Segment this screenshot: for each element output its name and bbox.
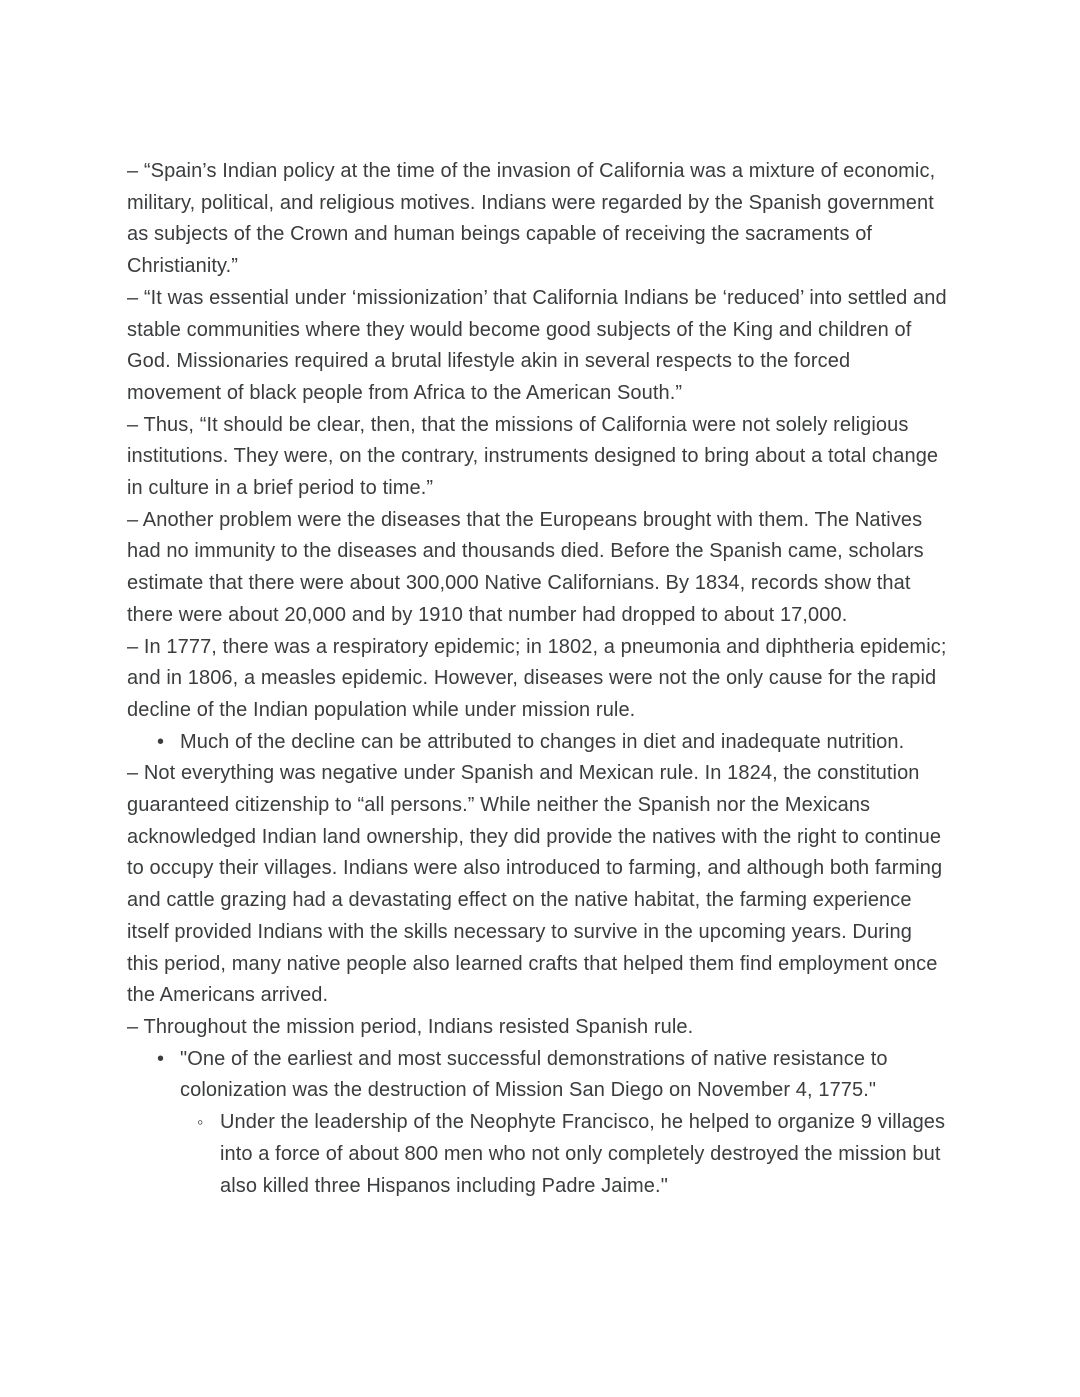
bullet-text: "One of the earliest and most successful demonstrations of native resistance to colonization was the destruction of Mission San Diego on November 4, 1775." xyxy=(180,1047,888,1102)
paragraph-spain-indian-policy: – “Spain’s Indian policy at the time of the invasion of California was a mixture of economic, military, political, and religious motives. Indians were regarded by the Spanish government as subjects of the Crown and human beings capable of receiving the sacraments of Christianity.” xyxy=(127,160,936,278)
paragraph-not-everything-negative: – Not everything was negative under Spanish and Mexican rule. In 1824, the constitution guaranteed citizenship to “all persons.” While neither the Spanish nor the Mexicans acknowledged Indian land ownership, they did provide the natives with the right to continue to occupy their villages. Indians were also introduced to farming, and although both farming and cattle grazing had a devastating effect on the native habitat, the farming experience itself provided Indians with the skills necessary to survive in the upcoming years. During this period, many native people also learned crafts that helped them find employment once the Americans arrived. xyxy=(127,762,943,1007)
paragraph-epidemics: – In 1777, there was a respiratory epidemic; in 1802, a pneumonia and diphtheria epidemic; and in 1806, a measles epidemic. However, diseases were not the only cause for the rapid decline of the Indian population while under mission rule. xyxy=(127,635,947,721)
paragraph-missionization: – “It was essential under ‘missionization’ that California Indians be ‘reduced’ into settled and stable communities where they would become good subjects of the King and children of God. Missionaries required a brutal lifestyle akin in several respects to the forced movement of black people from Africa to the American South.” xyxy=(127,286,947,404)
paragraph-diseases-population: – Another problem were the diseases that the Europeans brought with them. The Natives had no immunity to the diseases and thousands died. Before the Spanish came, scholars estimate that there were about 300,000 Native Californians. By 1834, records show that there were about 20,000 and by 1910 that number had dropped to about 17,000. xyxy=(127,508,924,626)
bullet-item-diet-nutrition xyxy=(127,727,947,759)
bullet-icon: • xyxy=(157,1047,165,1070)
paragraph-resisted-spanish-rule: – Throughout the mission period, Indians resisted Spanish rule. xyxy=(127,1015,694,1038)
document-body xyxy=(127,156,947,1202)
bullet-text: Much of the decline can be attributed to changes in diet and inadequate nutrition. xyxy=(180,730,905,753)
bullet-item-mission-san-diego xyxy=(127,1044,947,1107)
sub-bullet-icon: ◦ xyxy=(197,1112,204,1133)
bullet-text: Under the leadership of the Neophyte Francisco, he helped to organize 9 villages into a force of about 800 men who not only completely destroyed the mission but also killed three Hispanos including Padre Jaime." xyxy=(220,1111,946,1197)
sub-bullet-item-neophyte-francisco xyxy=(127,1107,947,1202)
bullet-icon: • xyxy=(157,730,165,753)
paragraph-missions-not-solely-religious: – Thus, “It should be clear, then, that the missions of California were not solely religious institutions. They were, on the contrary, instruments designed to bring about a total change in culture in a brief period to time.” xyxy=(127,413,939,500)
